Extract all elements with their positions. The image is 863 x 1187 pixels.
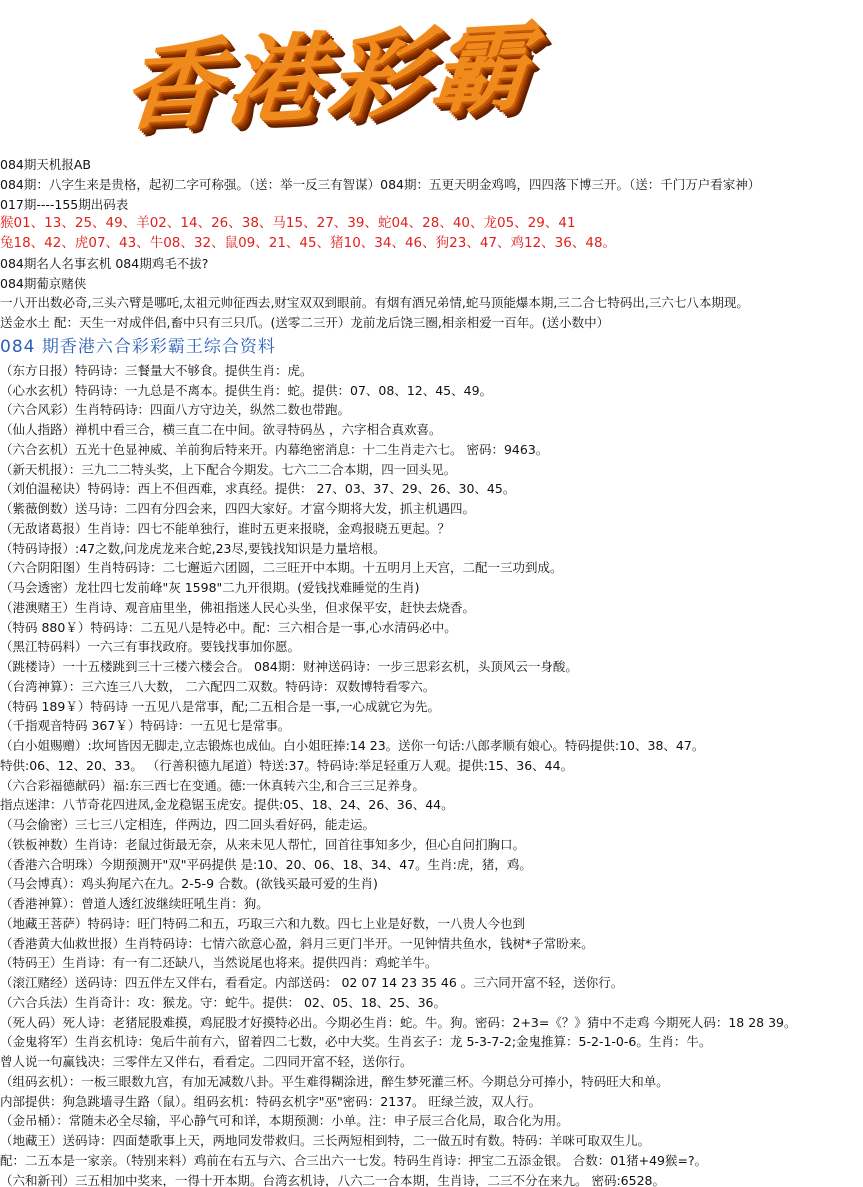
zodiac-number-line: 兔18、42、虎07、43、牛08、32、鼠09、21、45、猪10、34、46、狗23、47、鸡12、36、48。 [0, 235, 617, 251]
body-line: （六合兵法）生肖奇计：攻：猴龙。守：蛇牛。提供： 02、05、18、25、36。 [0, 994, 447, 1010]
logo-text: 香港彩霸 [118, 9, 540, 144]
body-line: （跳楼诗）一十五楼跳到三十三楼六楼会合。 084期：财神送码诗：一步三思彩玄机，头顶风云一身酸。 [0, 659, 578, 674]
body-line: （白小姐赐赠）:坎坷皆因无脚走,立志锻炼也成仙。白小姐旺捧:14 23。送你一句话:八郎孝顺有娘心。特码提供:10、38、47。 [0, 738, 705, 753]
body-line: （铁板神数）生肖诗：老鼠过街最无奈，从来未见人帮忙，回首往事知多少，但心自问扪胸口。 [0, 836, 526, 852]
body-line: （仙人指路）禅机中看三合，横三直二在中间。欲寻特码丛 ，六字相合真欢喜。 [0, 422, 442, 437]
zodiac-number-line: 猴01、13、25、49、羊02、14、26、38、马15、27、39、蛇04、28、40、龙05、29、41 [0, 215, 576, 232]
body-line: （地藏王）送码诗：四面楚歌事上天，两地同发带救归。三长两短相到特，二一做五时有数。特码：羊咪可取双生儿。 [0, 1133, 651, 1148]
body-line: （地藏王菩萨）特码诗：旺门特码二和五，巧取三六和九数。四七上业是好数，一八贵人今也到 [0, 915, 526, 931]
body-line: （心水玄机）特码诗：一九总是不离本。提供生肖：蛇。提供：07、08、12、45、49。 [0, 382, 493, 398]
body-line: 特供:06、12、20、33。 （行善积德九尾道）特送:37。特码诗:举足轻重万人观。提供:15、36、44。 [0, 757, 574, 773]
body-line: 曾人说一句赢钱决：三零伴左又伴右，看看定。二四同开富不轻，送你行。 [0, 1054, 413, 1069]
body-line: （紫薇倒数）送马诗：二四有分四会来，四四大家好。才富今期将大发，抓主机遇四。 [0, 501, 476, 516]
body-line: 指点迷津：八节奇花四进凤,金龙稳锯玉虎安。提供:05、18、24、26、36、44。 [0, 797, 454, 813]
body-line: （千指观音特码 367￥）特码诗：一五见七是常事。 [0, 718, 291, 734]
body-line: （港澳赌王）生肖诗、观音庙里坐，佛祖指迷人民心头坐，但求保平安，赶快去烧香。 [0, 599, 476, 615]
body-line: （滚江赌经）送码诗：四五伴左又伴右，看看定。内部送码： 02 07 14 23 35 46 。三六同开富不轻，送你行。 [0, 975, 624, 990]
top-line: 084期：八字生来是贵格，起初二字可称强。（送：举一反三有智谋）084期：五更天明金鸡鸣，四四落下博三开。（送：千门万户看家神） [0, 176, 761, 192]
body-line: （六合风彩）生肖特码诗：四面八方守边关，纵然二数也带跑。 [0, 402, 351, 418]
body-line: （特码 880￥）特码诗：二五见八是特必中。配：三六相合是一事,心水清码必中。 [0, 619, 457, 635]
mid-line: 一八开出数必奇,三头六臂是哪吒,太祖元帅征西去,财宝双双到眼前。有烟有酒兄弟情,蛇马顶能爆本期,三二合七特码出,三六七八本期现。 [0, 295, 749, 311]
body-line: （马会偷密）三七三八定相连，伴两边，四二回头看好码，能走运。 [0, 817, 376, 832]
mid-line: 送金水土 配：天生一对成伴侣,畜中只有三只爪。(送零二三开）龙前龙后饶三圈,相亲相爱一百年。(送小数中） [0, 315, 610, 330]
body-line: （马会博真）：鸡头狗尾六在九。2-5-9 合数。(欲钱买最可爱的生肖) [0, 876, 378, 892]
body-line: （黑江特码料）一六三有事找政府。要钱找事加你愿。 [0, 639, 301, 655]
body-line: 配：二五本是一家亲。（特别来料）鸡前在右五与六、合三出六一七发。特码生肖诗：押宝二五添金银。 合数：01猪+49猴=?。 [0, 1152, 708, 1168]
body-line: （特码诗报）:47之数,问龙虎龙来合蛇,23尽,要钱找知识是力量培根。 [0, 540, 386, 556]
logo [118, 9, 545, 150]
body-line: （无敌诸葛报）生肖诗：四七不能单独行，谁时五更来报晓，金鸡报晓五更起。？ [0, 520, 451, 536]
mid-line: 084期葡京赌侠 [0, 275, 87, 291]
body-line: （六合玄机）五光十色显神威、羊前狗后特来开。内幕绝密消息：十二生肖走六七。 密码：9463。 [0, 441, 549, 457]
body-line: （死人码）死人诗：老猪屁股难摸，鸡屁股才好摸特必出。今期必生肖：蛇。牛。狗。密码：2+3=《？》猜中不走鸡 今期死人码：18 28 39。 [0, 1014, 797, 1030]
body-line: （特码王）生肖诗：有一有二还缺八，当然说尾也将来。提供四肖：鸡蛇羊牛。 [0, 955, 438, 971]
content [0, 155, 860, 1187]
body-line: （金鬼将军）生肖玄机诗：兔后牛前有六，留着四二七数，必中大奖。生肖玄子：龙 5-3-7-2;金鬼推算：5-2-1-0-6。生肖：牛。 [0, 1034, 712, 1050]
mid-line: 084期名人名事玄机 084期鸡毛不拔? [0, 255, 209, 271]
body-line: （六和新刊）三五相加中奖来，一得十开本期。台湾玄机诗，八六二一合本期，生肖诗，二三不分在来九。 密码:6528。 [0, 1172, 665, 1187]
body-line: （台湾神算）：三六连三八大数， 二六配四二双数。特码诗：双数博特看零六。 [0, 678, 436, 694]
body-line: （香港黄大仙救世报）生肖特码诗：七情六欲意心盈，斜月三更门半开。一见钟情共鱼水，钱树*子常盼来。 [0, 935, 594, 951]
body-line: （特码 189￥）特码诗 一五见八是常事，配;二五相合是一事,一心成就它为先。 [0, 698, 440, 714]
body-line: 内部提供：狗急跳墙寻生路（鼠）。组码玄机：特码玄机字"巫"密码：2137。 旺绿兰波，双人行。 [0, 1093, 542, 1109]
body-line: （组码玄机）：一板三眼数九宫，有加无减数八卦。平生难得糊涂进，醉生梦死灌三杯。今期总分可捧小，特码旺大和单。 [0, 1073, 669, 1089]
top-line: 017期----155期出码表 [0, 196, 129, 212]
body-line: （金吊桶）：常随未必全尽输，平心静气可和详，本期预测：小单。注：申子辰三合化局，取合化为用。 [0, 1113, 569, 1129]
section-title: 084 期香港六合彩彩霸王综合资料 [0, 336, 276, 357]
body-line: （刘伯温秘诀）特码诗：西上不但西难，求真经。提供： 27、03、37、29、26、30、45。 [0, 481, 516, 497]
body-line: （香港六合明珠）今期预测开"双"平码提供 是:10、20、06、18、34、47。生肖:虎，猪，鸡。 [0, 856, 532, 872]
top-line: 084期天机报AB [0, 157, 91, 172]
body-line: （六合彩福德献码）福:东三西七在变通。德:一休真转六尘,和合三三足养身。 [0, 777, 425, 793]
body-line: （马会透密）龙壮四七发前峰"灰 1598"二九开很期。(爱钱找难睡觉的生肖) [0, 580, 420, 595]
body-line: （六合阴阳图）生肖特码诗：二七邂逅六团圆，二三旺开中本期。十五明月上天宫，二配一三功到成。 [0, 560, 563, 576]
body-line: （东方日报）特码诗：三餐量大不够食。提供生肖：虎。 [0, 362, 313, 378]
body-line: （新天机报）：三九二二特头奖，上下配合今期发。七六二二合本期，四一回头见。 [0, 461, 457, 477]
body-lines [0, 361, 860, 1187]
body-line: （香港神算）：曾道人透红波继续旺吼生肖：狗。 [0, 896, 269, 911]
